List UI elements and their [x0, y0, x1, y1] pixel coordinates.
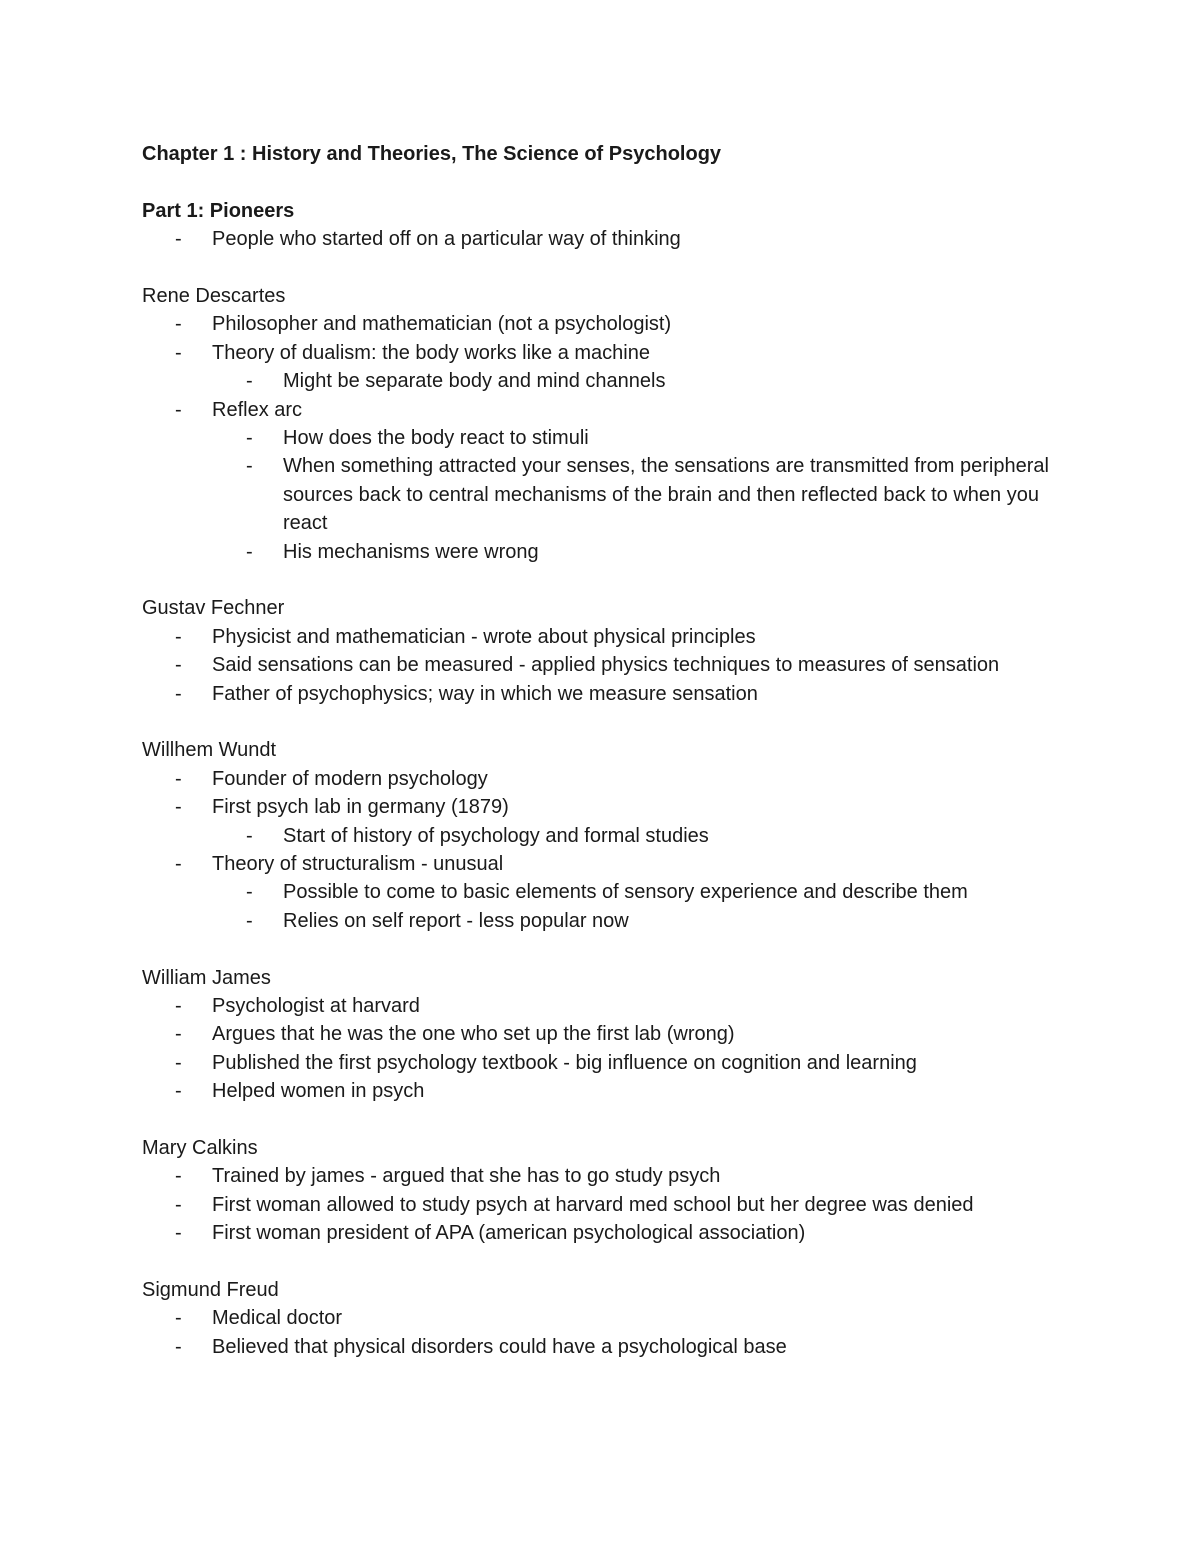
list-item	[142, 1304, 1062, 1332]
bullet-dash: -	[175, 341, 182, 364]
list-item	[142, 339, 1062, 367]
bullet-dash: -	[246, 824, 253, 847]
bullet-dash: -	[175, 1193, 182, 1216]
section-heading: Gustav Fechner	[142, 597, 285, 620]
sub-list-item	[142, 878, 1062, 906]
list-item	[142, 793, 1062, 821]
bullet-dash: -	[246, 881, 253, 904]
sections-container	[142, 254, 1062, 1362]
page-title: Chapter 1 : History and Theories, The Science of Psychology	[142, 143, 722, 165]
bullet-dash: -	[246, 455, 253, 478]
section-heading: Mary Calkins	[142, 1137, 258, 1160]
list-item	[142, 765, 1062, 793]
sub-list-item-text: Might be separate body and mind channels	[283, 370, 666, 393]
list-item-text: Published the first psychology textbook - big influence on cognition and learning	[212, 1051, 917, 1074]
bullet-dash: -	[175, 1023, 182, 1046]
list-item-text: Theory of dualism: the body works like a machine	[212, 341, 650, 364]
list-item	[142, 1020, 1062, 1048]
sub-list-item-text: Possible to come to basic elements of sensory experience and describe them	[283, 881, 968, 904]
list-item-text: Founder of modern psychology	[212, 767, 488, 790]
section-heading: Willhem Wundt	[142, 739, 277, 762]
list-item	[142, 1049, 1062, 1077]
bullet-dash: -	[175, 796, 182, 819]
bullet-dash: -	[175, 625, 182, 648]
section-heading: Rene Descartes	[142, 284, 286, 307]
bullet-dash: -	[175, 682, 182, 705]
bullet-dash: -	[175, 1165, 182, 1188]
bullet-dash: -	[175, 853, 182, 876]
list-item	[142, 225, 1062, 253]
list-item	[142, 396, 1062, 424]
bullet-dash: -	[246, 909, 253, 932]
list-item	[142, 680, 1062, 708]
sub-list-item-text: Start of history of psychology and formal studies	[283, 824, 709, 847]
list-item-text: First woman allowed to study psych at harvard med school but her degree was denied	[212, 1193, 974, 1216]
bullet-dash: -	[175, 228, 182, 251]
document-body	[142, 140, 1062, 1361]
sub-list-item	[142, 538, 1062, 566]
bullet-dash: -	[175, 995, 182, 1018]
bullet-dash: -	[175, 1051, 182, 1074]
sub-list-item-text: When something attracted your senses, the sensations are transmitted from peripheral sources back to central mechanisms of the brain and then reflected back to when you react	[283, 455, 1049, 535]
sub-list-item	[142, 367, 1062, 395]
bullet-dash: -	[175, 767, 182, 790]
list-item-text: Philosopher and mathematician (not a psychologist)	[212, 313, 672, 336]
bullet-dash: -	[175, 1222, 182, 1245]
part-heading: Part 1: Pioneers	[142, 199, 295, 222]
list-item-text: Said sensations can be measured - applied physics techniques to measures of sensation	[212, 654, 1000, 677]
list-item	[142, 992, 1062, 1020]
bullet-dash: -	[175, 313, 182, 336]
list-item-text: Medical doctor	[212, 1307, 343, 1330]
list-item-text: Father of psychophysics; way in which we measure sensation	[212, 682, 758, 705]
sub-list-item-text: How does the body react to stimuli	[283, 426, 589, 449]
list-item	[142, 1191, 1062, 1219]
bullet-dash: -	[175, 1335, 182, 1358]
list-item-text: Argues that he was the one who set up the first lab (wrong)	[212, 1023, 735, 1046]
bullet-dash: -	[175, 398, 182, 421]
sub-list-item	[142, 452, 1062, 537]
list-item-text: First psych lab in germany (1879)	[212, 796, 509, 819]
list-item	[142, 623, 1062, 651]
list-item	[142, 850, 1062, 878]
list-item	[142, 1162, 1062, 1190]
bullet-dash: -	[246, 540, 253, 563]
list-item-text: Helped women in psych	[212, 1080, 425, 1103]
list-item-text: Reflex arc	[212, 398, 303, 421]
sub-list-item-text: Relies on self report - less popular now	[283, 909, 629, 932]
bullet-dash: -	[175, 1307, 182, 1330]
section-heading: William James	[142, 966, 271, 989]
list-item-text: Theory of structuralism - unusual	[212, 853, 504, 876]
list-item-text: Trained by james - argued that she has to go study psych	[212, 1165, 721, 1188]
list-item	[142, 1333, 1062, 1361]
bullet-dash: -	[246, 370, 253, 393]
list-item	[142, 1219, 1062, 1247]
list-item-text: First woman president of APA (american psychological association)	[212, 1222, 806, 1245]
sub-list-item-text: His mechanisms were wrong	[283, 540, 539, 563]
list-item	[142, 651, 1062, 679]
list-item	[142, 1077, 1062, 1105]
bullet-dash: -	[246, 426, 253, 449]
list-item	[142, 310, 1062, 338]
list-item-text: People who started off on a particular way of thinking	[212, 228, 681, 251]
sub-list-item	[142, 424, 1062, 452]
sub-list-item	[142, 822, 1062, 850]
section-heading: Sigmund Freud	[142, 1279, 279, 1302]
bullet-dash: -	[175, 1080, 182, 1103]
sub-list-item	[142, 907, 1062, 935]
bullet-dash: -	[175, 654, 182, 677]
list-item-text: Believed that physical disorders could have a psychological base	[212, 1335, 787, 1358]
list-item-text: Psychologist at harvard	[212, 995, 420, 1018]
list-item-text: Physicist and mathematician - wrote about physical principles	[212, 625, 756, 648]
